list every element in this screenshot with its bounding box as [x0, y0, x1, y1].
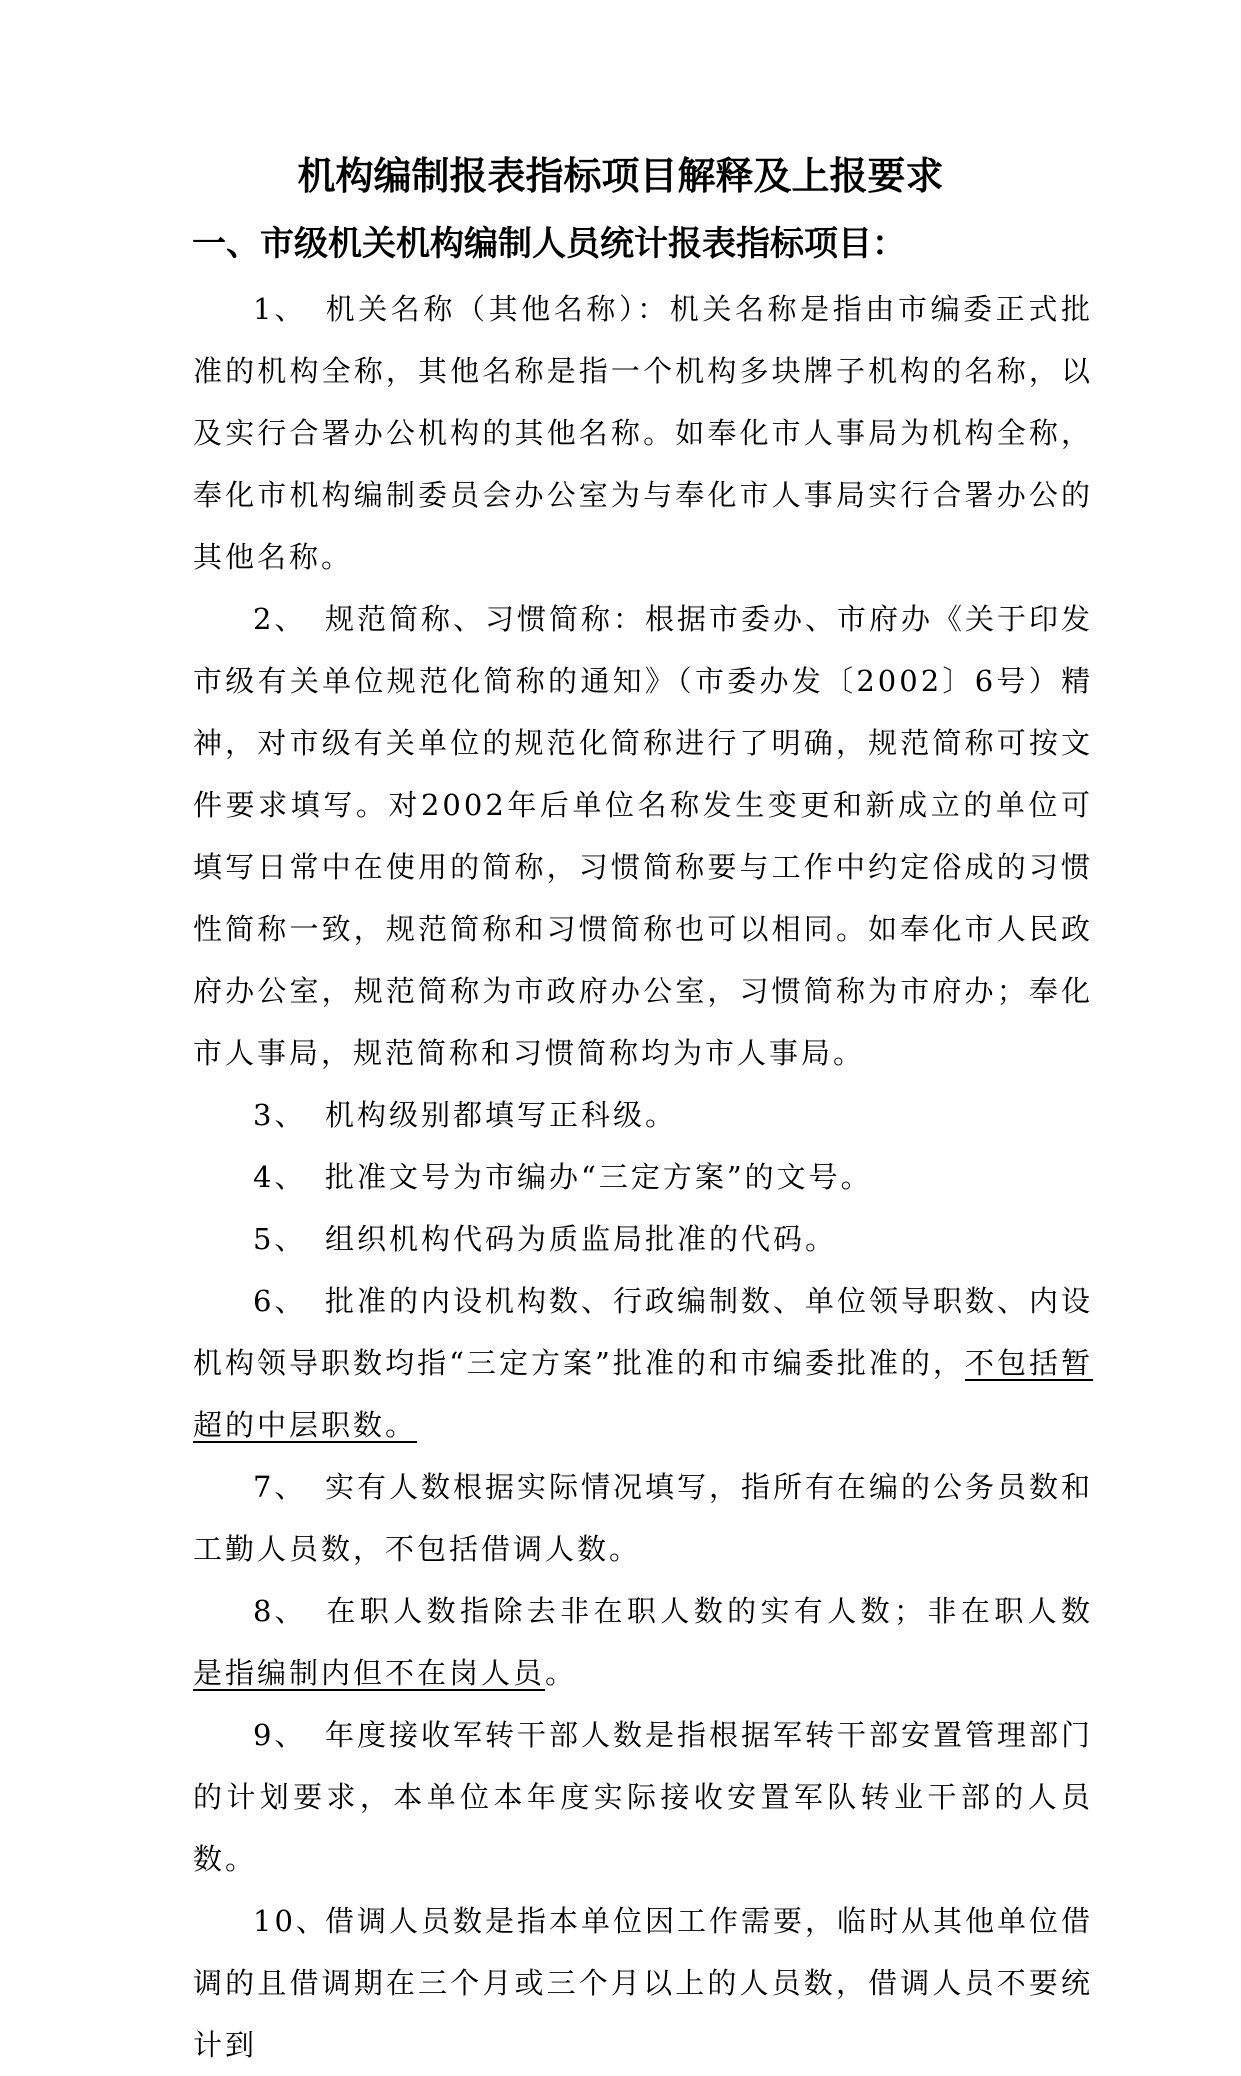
paragraph-5 [193, 1208, 1093, 1270]
item-number: 4、 [253, 1160, 307, 1194]
paragraph-6 [193, 1270, 1093, 1456]
paragraph-text: 年度接收军转干部人数是指根据军转干部安置管理部门的计划要求，本单位本年度实际接收安置军队转业干部的人员数。 [193, 1718, 1094, 1876]
paragraph-text: 实有人数根据实际情况填写，指所有在编的公务员数和工勤人员数，不包括借调人数。 [193, 1470, 1094, 1566]
underlined-text: 是指编制内但不在岗人员 [193, 1656, 546, 1690]
paragraph-2 [193, 588, 1093, 1084]
paragraph-text: 借调人员数是指本单位因工作需要，临时从其他单位借调的且借调期在三个月或三个月以上的人员数，借调人员不要统计到 [193, 1904, 1094, 2062]
paragraph-tail: 。 [545, 1656, 578, 1690]
paragraph-text: 规范简称、习惯简称：根据市委办、市府办《关于印发市级有关单位规范化简称的通知》（市委办发〔2002〕6号）精神，对市级有关单位的规范化简称进行了明确，规范简称可按文件要求填写。对2002年后单位名称发生变更和新成立的单位可填写日常中在使用的简称，习惯简称要与工作中约定俗成的习惯性简称一致，规范简称和习惯简称也可以相同。如奉化市人民政府办公室，规范简称为市政府办公室，习惯简称为市府办；奉化市人事局，规范简称和习惯简称均为市人事局。 [193, 602, 1094, 1070]
item-number: 10、 [253, 1904, 328, 1938]
paragraph-7 [193, 1456, 1093, 1580]
item-number: 1、 [253, 292, 307, 326]
document-body [193, 278, 1093, 2076]
underlined-text: 不包括暂超的中层职数。 [193, 1346, 1093, 1442]
paragraph-3 [193, 1084, 1093, 1146]
paragraph-9 [193, 1704, 1093, 1890]
paragraph-text: 机构级别都填写正科级。 [325, 1098, 678, 1132]
item-number: 5、 [253, 1222, 307, 1256]
paragraph-text: 机关名称（其他名称）：机关名称是指由市编委正式批准的机构全称，其他名称是指一个机构多块牌子机构的名称，以及实行合署办公机构的其他名称。如奉化市人事局为机构全称，奉化市机构编制委员会办公室为与奉化市人事局实行合署办公的其他名称。 [193, 292, 1093, 574]
document-title: 机构编制报表指标项目解释及上报要求 [297, 154, 944, 198]
paragraph-4 [193, 1146, 1093, 1208]
paragraph-text: 在职人数指除去非在职人数的实有人数；非在职人数 [325, 1594, 1093, 1628]
paragraph-text: 批准的内设机构数、行政编制数、单位领导职数、内设机构领导职数均指“三定方案”批准的和市编委批准的， [193, 1284, 1094, 1380]
item-number: 7、 [253, 1470, 307, 1504]
section-heading: 一、市级机关机构编制人员统计报表指标项目： [192, 224, 906, 264]
item-number: 8、 [253, 1594, 307, 1628]
paragraph-1 [193, 278, 1093, 588]
paragraph-text: 组织机构代码为质监局批准的代码。 [325, 1222, 838, 1256]
paragraph-10 [193, 1890, 1093, 2076]
item-number: 2、 [253, 602, 307, 636]
item-number: 9、 [253, 1718, 307, 1752]
item-number: 6、 [253, 1284, 307, 1318]
paragraph-8 [193, 1580, 1093, 1704]
item-number: 3、 [253, 1098, 307, 1132]
paragraph-text: 批准文号为市编办“三定方案”的文号。 [325, 1160, 873, 1194]
